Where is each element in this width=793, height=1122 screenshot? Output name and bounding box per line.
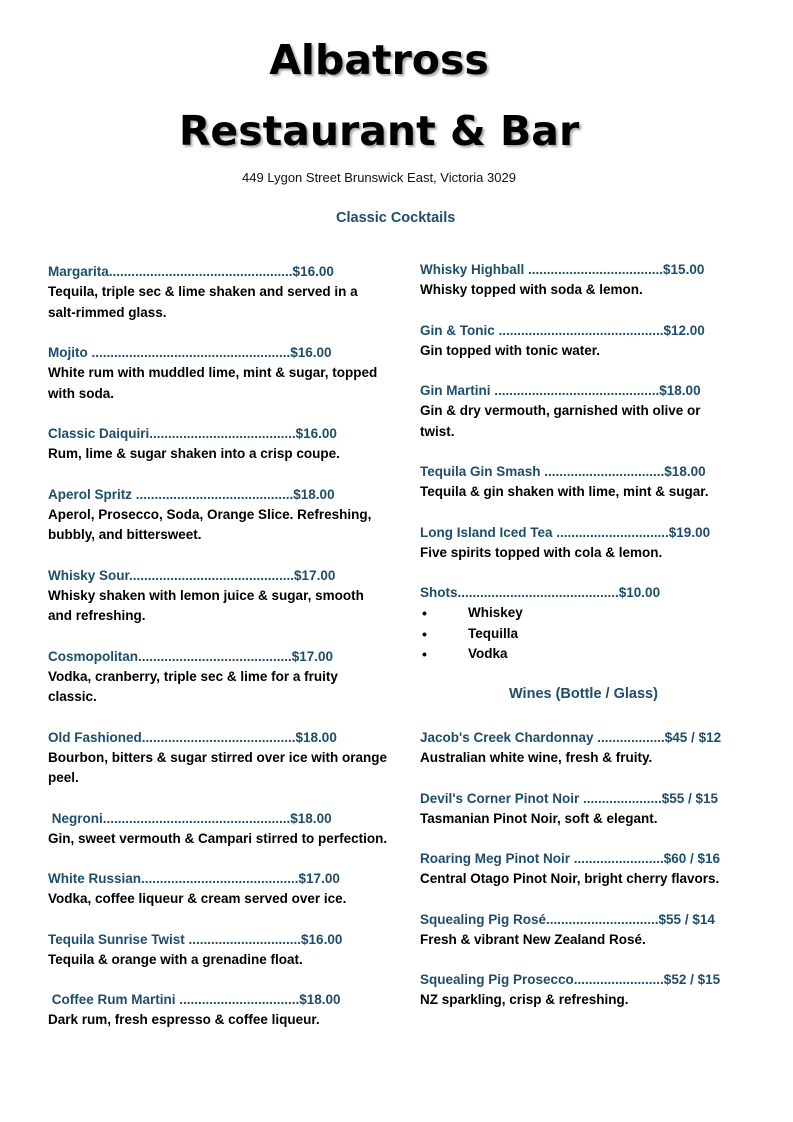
cocktails-right-column <box>420 260 765 665</box>
menu-item-title: Gin Martini ............................................$18.00 <box>420 383 701 398</box>
shots-list-item: • Vodka <box>420 644 765 665</box>
menu-item-title: Cosmopolitan.........................................$17.00 <box>48 648 334 664</box>
menu-item-description: Dark rum, fresh espresso & coffee liqueur. <box>48 1012 320 1027</box>
menu-item <box>420 321 765 362</box>
menu-item <box>48 485 388 546</box>
menu-item-description: Gin topped with tonic water. <box>420 342 601 358</box>
wine-description: Fresh & vibrant New Zealand Rosé. <box>420 931 646 947</box>
restaurant-address: 449 Lygon Street Brunswick East, Victoria 3029 <box>242 170 516 185</box>
menu-item-title: Negroni..................................................$18.00 <box>48 810 332 826</box>
menu-item <box>48 566 388 627</box>
wine-item <box>420 849 765 890</box>
wine-item <box>420 728 765 769</box>
cocktails-left-column <box>48 262 388 1031</box>
menu-item-description: Vodka, coffee liqueur & cream served over ice. <box>48 891 347 906</box>
menu-item <box>420 381 765 442</box>
menu-item-title: Tequila Sunrise Twist ..............................$16.00 <box>48 931 343 947</box>
menu-item <box>420 523 765 564</box>
menu-item <box>48 262 388 323</box>
menu-item-title: Whisky Sour............................................$17.00 <box>48 567 336 583</box>
menu-item-description: Bourbon, bitters & sugar stirred over ice with orange peel. <box>48 749 388 785</box>
menu-item <box>48 869 388 910</box>
restaurant-title-line-2: Restaurant & Bar <box>178 107 580 155</box>
menu-item-description: Rum, lime & sugar shaken into a crisp coupe. <box>48 446 340 461</box>
wine-title: Jacob's Creek Chardonnay ..................$45 / $12 <box>420 730 722 745</box>
menu-item <box>48 343 388 404</box>
shots-list-item: • Whiskey <box>420 603 765 624</box>
restaurant-title-line-1: Albatross <box>269 36 489 84</box>
menu-item <box>48 930 388 971</box>
wine-title: Roaring Meg Pinot Noir ........................$60 / $16 <box>420 851 721 866</box>
menu-item-title: Tequila Gin Smash ................................$18.00 <box>420 464 706 479</box>
wine-title: Squealing Pig Rosé..............................$55 / $14 <box>420 911 715 927</box>
menu-item <box>48 990 388 1031</box>
menu-item <box>48 728 388 789</box>
menu-item-description: Tequila & orange with a grenadine float. <box>48 951 303 967</box>
menu-item-description: Whisky topped with soda & lemon. <box>420 282 643 297</box>
menu-item-description: Five spirits topped with cola & lemon. <box>420 544 663 560</box>
menu-item-title: Gin & Tonic ............................................$12.00 <box>420 322 705 338</box>
menu-item-title: Classic Daiquiri.......................................$16.00 <box>48 426 337 441</box>
menu-item-title: Margarita.................................................$16.00 <box>48 264 334 279</box>
menu-item-description: White rum with muddled lime, mint & sugar, topped with soda. <box>48 365 378 401</box>
shots-title: Shots...........................................$10.00 <box>420 585 661 600</box>
menu-item-title: Mojito .....................................................$16.00 <box>48 345 332 360</box>
menu-item <box>48 809 388 850</box>
wine-item <box>420 789 765 830</box>
menu-item-title: Coffee Rum Martini ................................$18.00 <box>48 992 341 1007</box>
shots-list <box>420 603 765 665</box>
menu-item-title: Aperol Spritz ..........................................$18.00 <box>48 486 335 502</box>
menu-item-description: Vodka, cranberry, triple sec & lime for a fruity classic. <box>48 668 338 704</box>
menu-item-description: Aperol, Prosecco, Soda, Orange Slice. Refreshing, bubbly, and bittersweet. <box>48 506 372 542</box>
menu-item <box>420 260 765 301</box>
menu-item-title: White Russian..........................................$17.00 <box>48 871 340 886</box>
menu-item <box>48 647 388 708</box>
wine-description: Tasmanian Pinot Noir, soft & elegant. <box>420 810 658 826</box>
menu-item-description: Tequila & gin shaken with lime, mint & sugar. <box>420 484 709 499</box>
menu-item-title: Old Fashioned.........................................$18.00 <box>48 729 337 745</box>
wine-description: NZ sparkling, crisp & refreshing. <box>420 992 629 1007</box>
wine-item <box>420 910 765 951</box>
wine-item <box>420 970 765 1011</box>
menu-item-title: Long Island Iced Tea ..............................$19.00 <box>420 524 711 540</box>
menu-item-description: Tequila, triple sec & lime shaken and served in a salt-rimmed glass. <box>48 284 358 320</box>
menu-item-title: Whisky Highball ....................................$15.00 <box>420 262 705 277</box>
menu-item <box>48 424 388 465</box>
menu-item <box>420 462 765 503</box>
menu-item-description: Gin & dry vermouth, garnished with olive or twist. <box>420 403 701 439</box>
wine-description: Central Otago Pinot Noir, bright cherry flavors. <box>420 871 720 886</box>
shots-item <box>420 583 765 665</box>
wine-title: Devil's Corner Pinot Noir .....................$55 / $15 <box>420 790 719 806</box>
menu-item-description: Gin, sweet vermouth & Campari stirred to perfection. <box>48 830 388 846</box>
shots-list-item: • Tequilla <box>420 624 765 645</box>
menu-item-description: Whisky shaken with lemon juice & sugar, smooth and refreshing. <box>48 587 364 623</box>
wine-description: Australian white wine, fresh & fruity. <box>420 750 653 765</box>
wines-column <box>420 728 765 1011</box>
wine-title: Squealing Pig Prosecco........................$52 / $15 <box>420 972 721 987</box>
wines-heading: Wines (Bottle / Glass) <box>509 686 658 702</box>
classic-cocktails-heading: Classic Cocktails <box>336 210 456 226</box>
